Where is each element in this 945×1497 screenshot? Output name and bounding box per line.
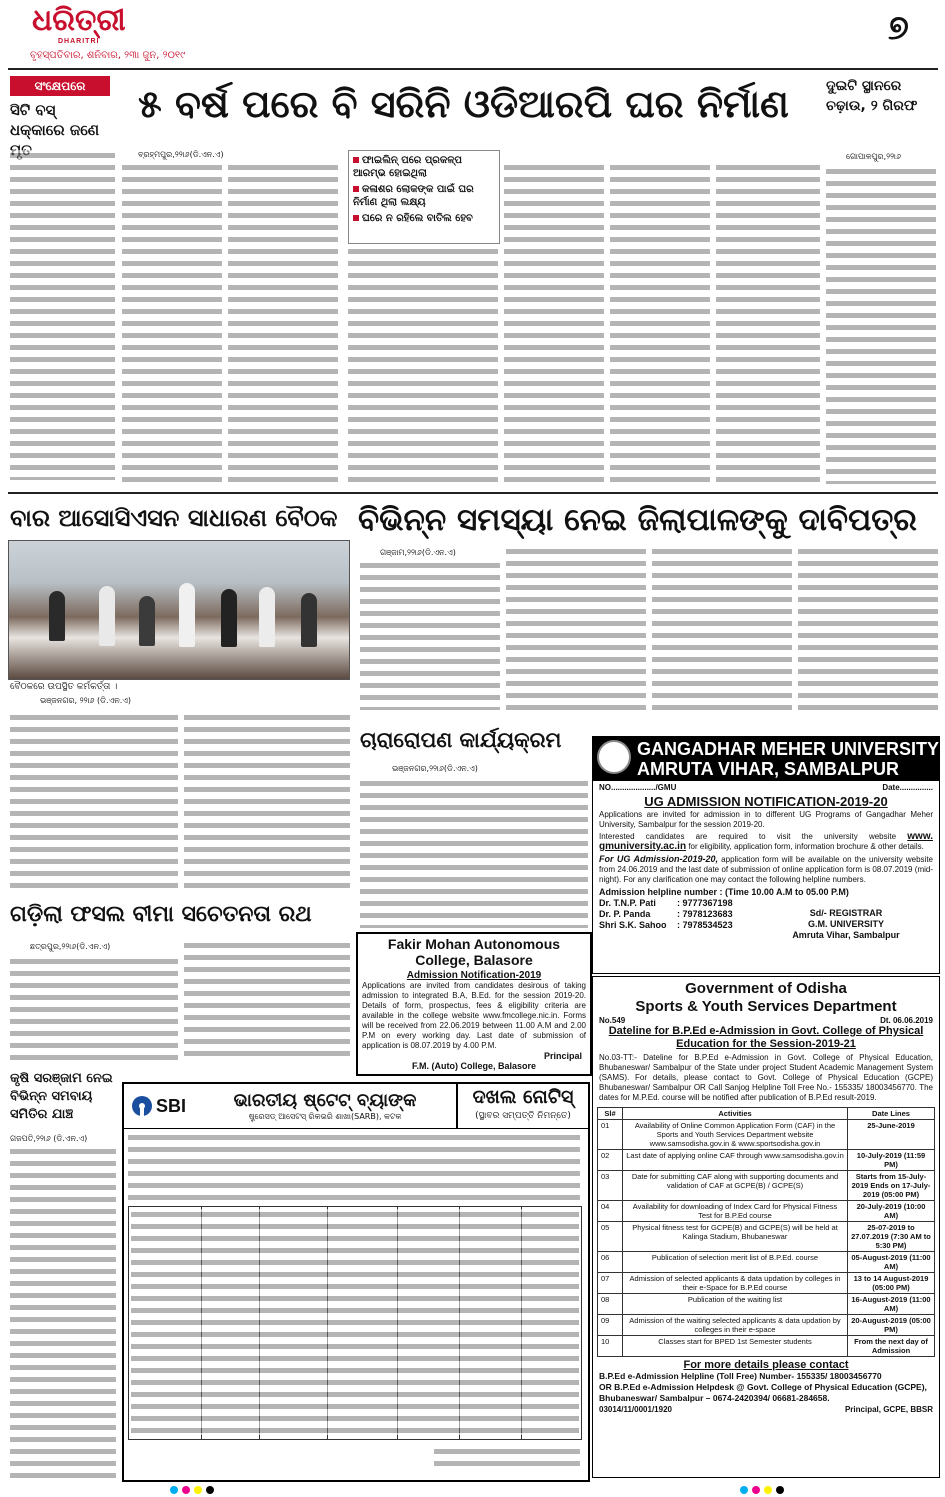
fm-ad-subtitle: Admission Notification-2019 — [406, 970, 542, 981]
brief-body — [10, 150, 115, 480]
sports-ad — [592, 976, 940, 1478]
insurance-body-col1 — [10, 956, 178, 1060]
agri-headline: କୃଷି ସରଞ୍ଜାମ ନେଇ ବିଭିନ୍ନ ସମବାୟ ସମିତିର ଯାଞ୍ଚ — [10, 1071, 113, 1122]
gmu-para3-text: application form will be available on the university website from 24.06.2019 and the last date of submission of online application form is 08.07.2019 (mid-night). For any clarification one may contact the following helpline numbers. — [599, 855, 933, 884]
table-cell: 25-07-2019 to 27.07.2019 (7:30 AM to 5:30 PM) — [848, 1222, 935, 1252]
masthead-logo: ଧରିତ୍ରୀ — [32, 3, 126, 38]
table-cell: 01 — [598, 1120, 623, 1150]
table-row — [598, 1201, 935, 1222]
magenta-dot-icon — [182, 1486, 190, 1494]
table-row — [598, 1120, 935, 1150]
table-header: Activities — [623, 1108, 848, 1120]
sports-no: No.549 — [599, 1016, 626, 1025]
table-cell: 13 to 14 August-2019 (05:00 PM) — [848, 1273, 935, 1294]
bar-headline: ବାର ଆସୋସିଏସନ ସାଧାରଣ ବୈଠକ — [10, 503, 338, 532]
gmu-notice-title: UG ADMISSION NOTIFICATION-2019-20 — [644, 794, 888, 809]
black-dot-icon — [206, 1486, 214, 1494]
table-cell: Availability of Online Common Application Form (CAF) in the Sports and Youth Services Department website www.samsodisha.gov.in & www.sportsodisha.gov.in — [623, 1120, 848, 1150]
table-cell: From the next day of Admission — [848, 1336, 935, 1357]
sports-footer-2: OR B.P.Ed e-Admission Helpdesk @ Govt. College of Physical Education (GCPE), Bhubaneswar/ Sambalpur – 0674-2420394/ 06681-284658. — [599, 1382, 927, 1403]
highlights-box — [348, 150, 500, 244]
bullet-icon — [353, 215, 359, 221]
table-cell: 07 — [598, 1273, 623, 1294]
table-row — [598, 1150, 935, 1171]
sports-title-1: Government of Odisha — [685, 980, 847, 997]
bar-byline: ଭଞ୍ଜନଗର, ୨୨ା୬ (ଡି.ଏନ.ଏ) — [40, 696, 131, 705]
collector-byline: ଗଞ୍ଜାମ,୨୨ା୬(ଡି.ଏନ.ଏ) — [380, 548, 456, 557]
table-cell: 04 — [598, 1201, 623, 1222]
table-cell: 05 — [598, 1222, 623, 1252]
sbi-branch: ଷ୍ଟ୍ରେସଡ୍ ଆସେଟସ୍ ରିକଭରି ଶାଖା(SARB), କଟକ — [248, 1112, 402, 1121]
collector-body-col2 — [506, 546, 646, 710]
table-row — [598, 1273, 935, 1294]
fm-college-ad — [356, 932, 592, 1076]
page-number: ୭ — [888, 8, 909, 48]
sports-date: Dt. 06.06.2019 — [880, 1016, 933, 1025]
gmu-header — [593, 737, 939, 781]
table-cell: Publication of selection merit list of B.P.Ed. course — [623, 1252, 848, 1273]
table-row — [598, 1294, 935, 1315]
plantation-headline: ଚାରାରୋପଣ କାର୍ଯ୍ୟକ୍ରମ — [360, 727, 562, 752]
table-header: Sl# — [598, 1108, 623, 1120]
agri-byline: ଗଜପତି,୨୨ା୬ (ଡି.ଏନ.ଏ) — [10, 1134, 88, 1143]
sbi-table — [128, 1206, 582, 1440]
gmu-para1: Applications are invited for admission in to different UG Programs of Gangadhar Meher University, Sambalpur for the session 2019-20. — [599, 810, 933, 829]
masthead-dateline: ବୃହସ୍ପତିବାର, ଶନିବାର, ୨୩ା ଜୁନ, ୨୦୧୯ — [30, 50, 186, 61]
sports-footer-1: B.P.Ed e-Admission Helpline (Toll Free) Number- 155335/ 18003456770 — [599, 1371, 882, 1381]
fm-ad-title: Fakir Mohan Autonomous College, Balasore — [387, 936, 561, 968]
gmu-sign1: Sd/- REGISTRAR — [809, 908, 883, 918]
masthead-rule — [8, 68, 938, 70]
fm-ad-sign1: Principal — [543, 1051, 582, 1061]
main-headline: ୫ ବର୍ଷ ପରେ ବି ସରିନି ଓଡିଆରପି ଘର ନିର୍ମାଣ — [138, 81, 789, 126]
yellow-dot-icon — [764, 1486, 772, 1494]
gmu-date: Date............... — [882, 783, 933, 792]
main-body-col2 — [228, 162, 338, 484]
yellow-dot-icon — [194, 1486, 202, 1494]
right-body — [826, 166, 936, 484]
gmu-para3 — [593, 853, 939, 886]
sbi-bank-name: ଭାରତୀୟ ଷ୍ଟେଟ୍ ବ୍ୟାଙ୍କ — [233, 1090, 417, 1111]
cyan-dot-icon — [740, 1486, 748, 1494]
table-cell: 20-August-2019 (05:00 PM) — [848, 1315, 935, 1336]
table-cell: Admission of selected applicants & data updation by colleges in their e-Space for B.P.Ed course — [623, 1273, 848, 1294]
main-body-col1 — [122, 162, 222, 484]
table-cell: 08 — [598, 1294, 623, 1315]
table-cell: Classes start for BPED 1st Semester students — [623, 1336, 848, 1357]
table-row — [598, 1315, 935, 1336]
table-cell: Starts from 15-July-2019 Ends on 17-July-2019 (05:00 PM) — [848, 1171, 935, 1201]
table-row — [598, 1222, 935, 1252]
sbi-footer — [434, 1446, 580, 1472]
section-rule — [8, 492, 938, 494]
sports-body: No.03-TT:- Dateline for B.P.Ed e-Admission in Govt. College of Physical Education, Bhubaneswar/ Sambalpur of the State under project Student Academic Management System (SAMS). For details, please contact to Govt. College of Physical Education (GCPE) Bhubaneswar/ Sambalpur OR Call Sanjog Helpline Toll Free No.- 155335/ 18003456770. The dates for M.P.Ed. course will be notified after publication of B.P.Ed result-2019. — [599, 1053, 933, 1102]
collector-headline: ବିଭିନ୍ନ ସମସ୍ୟା ନେଇ ଜିଲାପାଳଙ୍କୁ ଦାବିପତ୍ର — [358, 502, 917, 538]
collector-body-col3 — [652, 546, 792, 710]
right-headline: ଦୁଇଟି ସ୍ଥାନରେ ଚଢ଼ାଉ, ୨ ଗିରଫ — [826, 78, 918, 114]
table-cell: 16-August-2019 (11:00 AM) — [848, 1294, 935, 1315]
sbi-ad — [122, 1082, 590, 1482]
main-body-col6 — [716, 162, 820, 484]
table-cell: Admission of the waiting selected applicants & data updation by colleges in their e-space — [623, 1315, 848, 1336]
table-cell: Physical fitness test for GCPE(B) and GCPE(S) will be held at Kalinga Stadium, Bhubaneswar — [623, 1222, 848, 1252]
main-body-col4 — [504, 162, 604, 484]
plantation-body — [360, 778, 588, 928]
gmu-sign2: G.M. UNIVERSITY — [807, 919, 884, 929]
gmu-helpline: Admission helpline number : (Time 10.00 A.M to 05.00 P.M) — [599, 887, 849, 897]
table-cell: 05-August-2019 (11:00 AM) — [848, 1252, 935, 1273]
table-header: Date Lines — [848, 1108, 935, 1120]
bar-body-col1 — [10, 712, 178, 892]
gmu-para2b: for eligibility, application form, information brochure & other details. — [688, 842, 924, 851]
sbi-logo-text: SBI — [156, 1095, 187, 1116]
contact-row: Dr. P. Panda : 7978123683 — [599, 909, 733, 919]
gmu-sign3: Amruta Vihar, Sambalpur — [792, 930, 900, 940]
table-cell: 02 — [598, 1150, 623, 1171]
sports-ref: 03014/11/0001/1920 — [599, 1405, 672, 1414]
gmu-contacts — [593, 898, 939, 941]
sports-schedule-table — [597, 1107, 935, 1357]
sports-footer-title: For more details please contact — [683, 1359, 849, 1371]
bar-body-col2 — [184, 712, 350, 892]
meeting-photo — [8, 540, 350, 680]
contact-row: Dr. T.N.P. Pati : 9777367198 — [599, 898, 733, 908]
bullet-icon — [353, 157, 359, 163]
gmu-ad — [592, 736, 940, 974]
gmu-no: NO..................../GMU — [599, 783, 677, 792]
sports-heading: Dateline for B.P.Ed e-Admission in Govt. College of Physical Education for the Session-2019-21 — [608, 1025, 924, 1050]
table-cell: 25-June-2019 — [848, 1120, 935, 1150]
table-cell: Last date of applying online CAF through www.samsodisha.gov.in — [623, 1150, 848, 1171]
insurance-headline: ଗଡ଼ିଲା ଫସଲ ବୀମା ସଚେତନତା ରଥ — [10, 901, 312, 927]
sports-sign: Principal, GCPE, BBSR — [844, 1405, 933, 1414]
gmu-para2 — [593, 831, 939, 853]
magenta-dot-icon — [752, 1486, 760, 1494]
highlight-item: ଘରେ ନ ରହିଲେ ବାତିଲ ହେବ — [353, 212, 495, 225]
fm-ad-sign2: F.M. (Auto) College, Balasore — [411, 1061, 536, 1071]
table-cell: 10-July-2019 (11:59 PM) — [848, 1150, 935, 1171]
collector-body-col4 — [798, 546, 938, 710]
table-row — [598, 1336, 935, 1357]
agri-body — [10, 1146, 116, 1478]
gmu-title-1: GANGADHAR MEHER UNIVERSITY — [637, 739, 940, 759]
table-cell: Availability for downloading of Index Card for Physical Fitness Test for B.P.Ed course — [623, 1201, 848, 1222]
contact-row: Shri S.K. Sahoo : 7978534523 — [599, 920, 733, 930]
brief-headline: ସିଟି ବସ୍ ଧକ୍କାରେ ଜଣେ — [10, 101, 100, 139]
main-body-col3 — [348, 246, 498, 484]
sbi-header — [124, 1084, 588, 1129]
photo-caption: ବୈଠକରେ ଉପସ୍ଥିତ କର୍ମକର୍ତ୍ତା । — [10, 682, 118, 692]
table-cell: 10 — [598, 1336, 623, 1357]
table-cell: Publication of the waiting list — [623, 1294, 848, 1315]
table-cell: 09 — [598, 1315, 623, 1336]
insurance-body-col2 — [184, 940, 350, 1060]
sbi-logo-icon — [132, 1096, 152, 1116]
table-cell: Date for submitting CAF along with supporting documents and validation of CAF at GCPE(B) / GCPE(S) — [623, 1171, 848, 1201]
sports-title-2: Sports & Youth Services Department — [635, 998, 897, 1015]
cyan-dot-icon — [170, 1486, 178, 1494]
gmu-para2a: Interested candidates are required to visit the university website — [599, 832, 897, 841]
plantation-byline: ଭଞ୍ଜନଗର,୨୨ା୬(ଡି.ଏନ.ଏ) — [392, 764, 478, 773]
highlight-item: କଳାଶର ଲୋକଙ୍କ ପାଇଁ ଘର ନିର୍ମାଣ ଥିଲା ଲକ୍ଷ୍ୟ — [353, 184, 474, 208]
sbi-intro — [128, 1132, 580, 1202]
collector-body-col1 — [360, 560, 500, 710]
table-row — [598, 1252, 935, 1273]
masthead-logo-sub: DHARITRI — [58, 38, 100, 45]
insurance-byline: ଛତ୍ରପୁର,୨୨ା୬(ଡି.ଏନ.ଏ) — [30, 942, 111, 951]
university-seal-icon — [597, 740, 631, 774]
table-cell: 20-July-2019 (10:00 AM) — [848, 1201, 935, 1222]
main-body-col5 — [610, 162, 710, 484]
sbi-notice-title: ଦଖଲ ନୋଟିସ୍ — [472, 1086, 574, 1108]
main-byline: ବ୍ରହ୍ମପୁର,୨୨ା୬(ଡି.ଏନ.ଏ) — [138, 150, 224, 159]
sbi-notice-sub: (ସ୍ଥାବର ସମ୍ପତ୍ତି ନିମନ୍ତେ) — [475, 1111, 571, 1121]
fm-ad-body: Applications are invited from candidates desirous of taking admission to integrated B.A, B.Ed. for the session 2019-20. Details of form, prospectus, fees & eligibility criteria are available in the college website www.fmcollege.nic.in. Forms will be received from 22.06.2019 between 11.00 A.M and 2.00 P.M on every working day. Last date of submission of application is 08.07.2019 by 4.00 P.M. — [362, 981, 586, 1050]
highlight-item: ଫାଇଲିନ୍ ପରେ ପ୍ରକଳ୍ପ ଆରମ୍ଭ ହୋଇଥିଲା — [353, 155, 462, 179]
brief-tag: ସଂକ୍ଷେପରେ — [10, 76, 110, 96]
black-dot-icon — [776, 1486, 784, 1494]
gmu-title-2: AMRUTA VIHAR, SAMBALPUR — [637, 759, 899, 779]
table-row — [598, 1171, 935, 1201]
right-byline: ଗୋପାଳପୁର,୨୨ା୬ — [846, 152, 901, 161]
bullet-icon — [353, 186, 359, 192]
table-cell: 03 — [598, 1171, 623, 1201]
registration-marks — [0, 1484, 945, 1497]
table-cell: 06 — [598, 1252, 623, 1273]
gmu-para3-lead: For UG Admission-2019-20, — [599, 854, 719, 864]
gmu-website-link[interactable]: www. gmuniversity.ac.in — [599, 831, 934, 852]
